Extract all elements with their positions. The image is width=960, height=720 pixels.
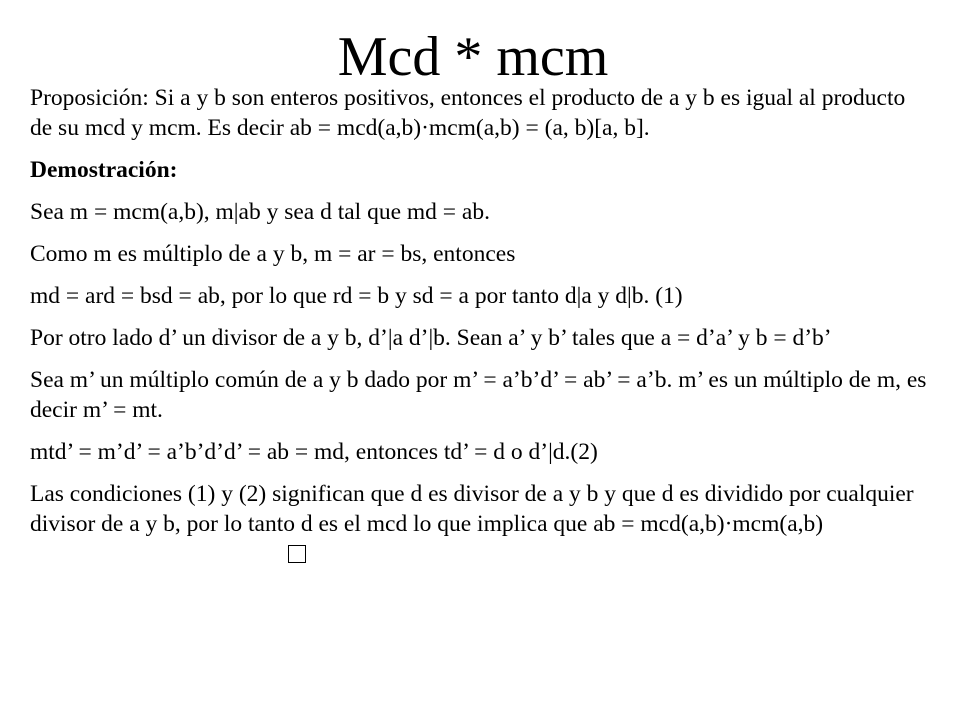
proposition-paragraph: Proposición: Si a y b son enteros positivos, entonces el producto de a y b es igual al producto de su mcd y mcm. Es decir ab = mcd(a,b)·mcm(a,b) = (a, b)[a, b]. xyxy=(30,85,906,141)
proof-step-6: mtd’ = m’d’ = a’b’d’d’ = ab = md, entonces td’ = d o d’|d.(2) xyxy=(30,439,598,465)
proof-conclusion xyxy=(30,479,930,569)
proof-step-4: Por otro lado d’ un divisor de a y b, d’|a d’|b. Sean a’ y b’ tales que a = d’a’ y b = d’b’ xyxy=(30,325,832,351)
slide-title: Mcd * mcm xyxy=(337,26,609,88)
proof-heading: Demostración: xyxy=(30,157,178,183)
proof-step-2: Como m es múltiplo de a y b, m = ar = bs, entonces xyxy=(30,241,516,267)
proof-step-5: Sea m’ un múltiplo común de a y b dado por m’ = a’b’d’ = ab’ = a’b. m’ es un múltiplo de m, es decir m’ = mt. xyxy=(30,367,927,423)
proof-step-1: Sea m = mcm(a,b), m|ab y sea d tal que md = ab. xyxy=(30,199,490,225)
proof-conclusion-text: Las condiciones (1) y (2) significan que d es divisor de a y b y que d es dividido por cualquier divisor de a y b, por lo tanto d es el mcd lo que implica que ab = mcd(a,b)·mcm(a,b) xyxy=(30,481,914,537)
slide-body xyxy=(30,83,930,581)
qed-square-icon xyxy=(288,545,306,563)
proof-step-3: md = ard = bsd = ab, por lo que rd = b y sd = a por tanto d|a y d|b. (1) xyxy=(30,283,683,309)
